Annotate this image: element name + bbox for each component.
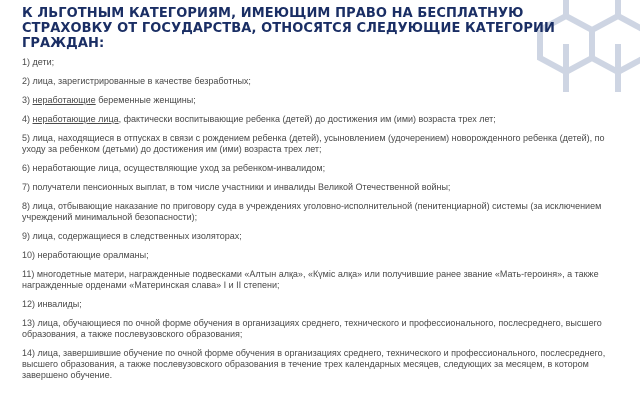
underlined-term: неработающие лица	[32, 114, 119, 124]
item-number: 3)	[22, 95, 33, 105]
list-item: 10) неработающие оралманы;	[22, 250, 149, 260]
categories-list	[22, 57, 618, 381]
underlined-term: неработающие	[32, 95, 96, 105]
list-item: 8) лица, отбывающие наказание по приговору суда в учреждениях уголовно-исполнительной (пенитенциарной) системы (за исключением учреждений минимальной безопасности);	[22, 201, 602, 222]
item-number: 4)	[22, 114, 33, 124]
list-item: 6) неработающие лица, осуществляющие уход за ребенком-инвалидом;	[22, 163, 326, 173]
page-title: К ЛЬГОТНЫМ КАТЕГОРИЯМ, ИМЕЮЩИМ ПРАВО НА БЕСПЛАТНУЮ СТРАХОВКУ ОТ ГОСУДАРСТВА, ОТНОСЯТСЯ СЛЕДУЮЩИЕ КАТЕГОРИИ ГРАЖДАН:	[22, 6, 556, 51]
item-text: беременные женщины;	[95, 95, 196, 105]
list-item: 5) лица, находящиеся в отпусках в связи с рождением ребенка (детей), усыновлением (удочерением) новорожденного ребенка (детей), по уходу за ребенком (детьми) до достижения им (ими) возраста трех лет;	[22, 133, 605, 154]
list-item	[22, 114, 618, 125]
item-text: , фактически воспитывающие ребенка (детей) до достижения им (ими) возраста трех лет;	[118, 114, 496, 124]
list-item: 1) дети;	[22, 57, 55, 67]
list-item: 11) многодетные матери, награжденные подвесками «Алтын алқа», «Күміс алқа» или получившие ранее звание «Мать-героиня», а также награжденные орденами «Материнская слава» I и II степени;	[22, 269, 599, 290]
list-item: 12) инвалиды;	[22, 299, 82, 309]
list-item	[22, 95, 618, 106]
list-item: 9) лица, содержащиеся в следственных изоляторах;	[22, 231, 242, 241]
list-item: 2) лица, зарегистрированные в качестве безработных;	[22, 76, 251, 86]
list-item: 13) лица, обучающиеся по очной форме обучения в организациях среднего, технического и профессионального, послесреднего, высшего образования, а также послевузовского образования;	[22, 318, 602, 339]
list-item: 14) лица, завершившие обучение по очной форме обучения в организациях среднего, технического и профессионального, послесреднего, высшего образования, а также послевузовского образования в течение трех календарных месяцев, следующих за месяцем, в котором завершено обучение.	[22, 348, 606, 380]
list-item: 7) получатели пенсионных выплат, в том числе участники и инвалиды Великой Отечественной войны;	[22, 182, 451, 192]
